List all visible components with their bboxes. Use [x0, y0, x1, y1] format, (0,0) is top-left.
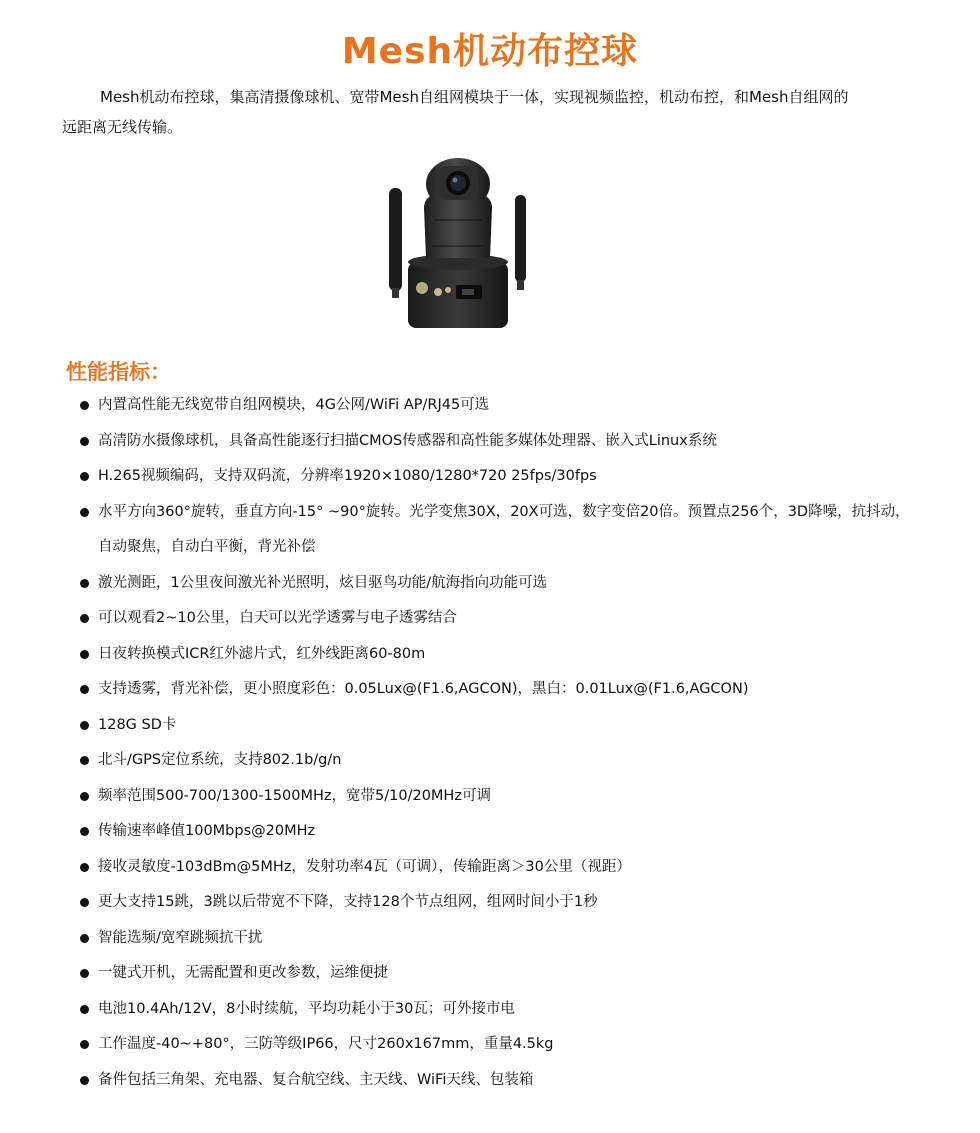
- spec-text: 128G SD卡: [98, 716, 177, 733]
- bullet-icon: [80, 827, 89, 836]
- spec-text: 可以观看2~10公里，白天可以光学透雾与电子透雾结合: [98, 610, 457, 626]
- bullet-icon: [80, 898, 89, 907]
- bullet-icon: [80, 650, 89, 659]
- spec-text: 更大支持15跳，3跳以后带宽不下降，支持128个节点组网，组网时间小于1秒: [98, 894, 598, 910]
- spec-text: 智能选频/宽窄跳频抗干扰: [98, 929, 263, 946]
- spec-text: 高清防水摄像球机，具备高性能逐行扫描CMOS传感器和高性能多媒体处理器、嵌入式Linux系统: [98, 432, 717, 449]
- spec-item: [80, 850, 920, 886]
- specs-heading: 性能指标：: [66, 360, 171, 384]
- bullet-icon: [80, 614, 89, 623]
- bullet-icon: [80, 792, 89, 801]
- spec-item: [80, 1063, 920, 1099]
- bullet-icon: [80, 934, 89, 943]
- spec-item: [80, 459, 920, 495]
- intro-paragraph: Mesh机动布控球，集高清摄像球机、宽带Mesh自组网模块于一体，实现视频监控，机动布控，和Mesh自组网的远距离无线传输。: [62, 88, 849, 136]
- spec-text: 电池10.4Ah/12V，8小时续航，平均功耗小于30瓦；可外接市电: [98, 1000, 515, 1017]
- spec-text: 工作温度-40~+80°，三防等级IP66，尺寸260x167mm，重量4.5kg: [98, 1036, 554, 1052]
- spec-item: [80, 566, 920, 602]
- bullet-icon: [80, 401, 89, 410]
- bullet-icon: [80, 437, 89, 446]
- spec-item: [80, 708, 920, 744]
- bullet-icon: [80, 1040, 89, 1049]
- spec-item: [80, 672, 920, 708]
- spec-item: [80, 743, 920, 779]
- spec-list: [80, 388, 920, 1098]
- spec-item: [80, 779, 920, 815]
- spec-item: [80, 601, 920, 637]
- spec-item: [80, 921, 920, 957]
- spec-text: 内置高性能无线宽带自组网模块，4G公网/WiFi AP/RJ45可选: [98, 397, 490, 413]
- bullet-icon: [80, 1005, 89, 1014]
- spec-text: 激光测距，1公里夜间激光补光照明，炫目驱鸟功能/航海指向功能可选: [98, 574, 548, 591]
- spec-item: [80, 495, 920, 566]
- spec-item: [80, 424, 920, 460]
- spec-text: 备件包括三角架、充电器、复合航空线、主天线、WiFi天线、包装箱: [98, 1071, 534, 1088]
- spec-text: 日夜转换模式ICR红外滤片式，红外线距离60-80m: [98, 645, 426, 662]
- bullet-icon: [80, 472, 89, 481]
- spec-item: [80, 992, 920, 1028]
- bullet-icon: [80, 685, 89, 694]
- spec-item: [80, 1027, 920, 1063]
- bullet-icon: [80, 969, 89, 978]
- page-title: Mesh机动布控球: [341, 31, 639, 72]
- bullet-icon: [80, 756, 89, 765]
- spec-item: [80, 637, 920, 673]
- spec-text: 水平方向360°旋转，垂直方向-15° ~90°旋转。光学变焦30X，20X可选，数字变倍20倍。预置点256个，3D降噪，抗抖动，自动聚焦，自动白平衡，背光补偿: [98, 503, 910, 555]
- bullet-icon: [80, 1076, 89, 1085]
- spec-text: 支持透雾，背光补偿，更小照度彩色：0.05Lux@(F1.6,AGCON)，黑白：0.01Lux@(F1.6,AGCON): [98, 681, 749, 697]
- spec-item: [80, 388, 920, 424]
- bullet-icon: [80, 721, 89, 730]
- bullet-icon: [80, 579, 89, 588]
- product-image: [386, 150, 530, 330]
- spec-text: 频率范围500-700/1300-1500MHz，宽带5/10/20MHz可调: [98, 787, 491, 804]
- spec-text: H.265视频编码，支持双码流，分辨率1920×1080/1280*720 25fps/30fps: [98, 468, 597, 484]
- spec-text: 北斗/GPS定位系统，支持802.1b/g/n: [98, 752, 342, 768]
- spec-text: 一键式开机，无需配置和更改参数，运维便捷: [98, 965, 388, 981]
- bullet-icon: [80, 508, 89, 517]
- spec-item: [80, 956, 920, 992]
- ptz-camera-icon: [386, 150, 530, 330]
- spec-text: 接收灵敏度-103dBm@5MHz，发射功率4瓦（可调），传输距离＞30公里（视距）: [98, 858, 631, 875]
- spec-item: [80, 814, 920, 850]
- spec-item: [80, 885, 920, 921]
- bullet-icon: [80, 863, 89, 872]
- spec-text: 传输速率峰值100Mbps@20MHz: [98, 823, 316, 839]
